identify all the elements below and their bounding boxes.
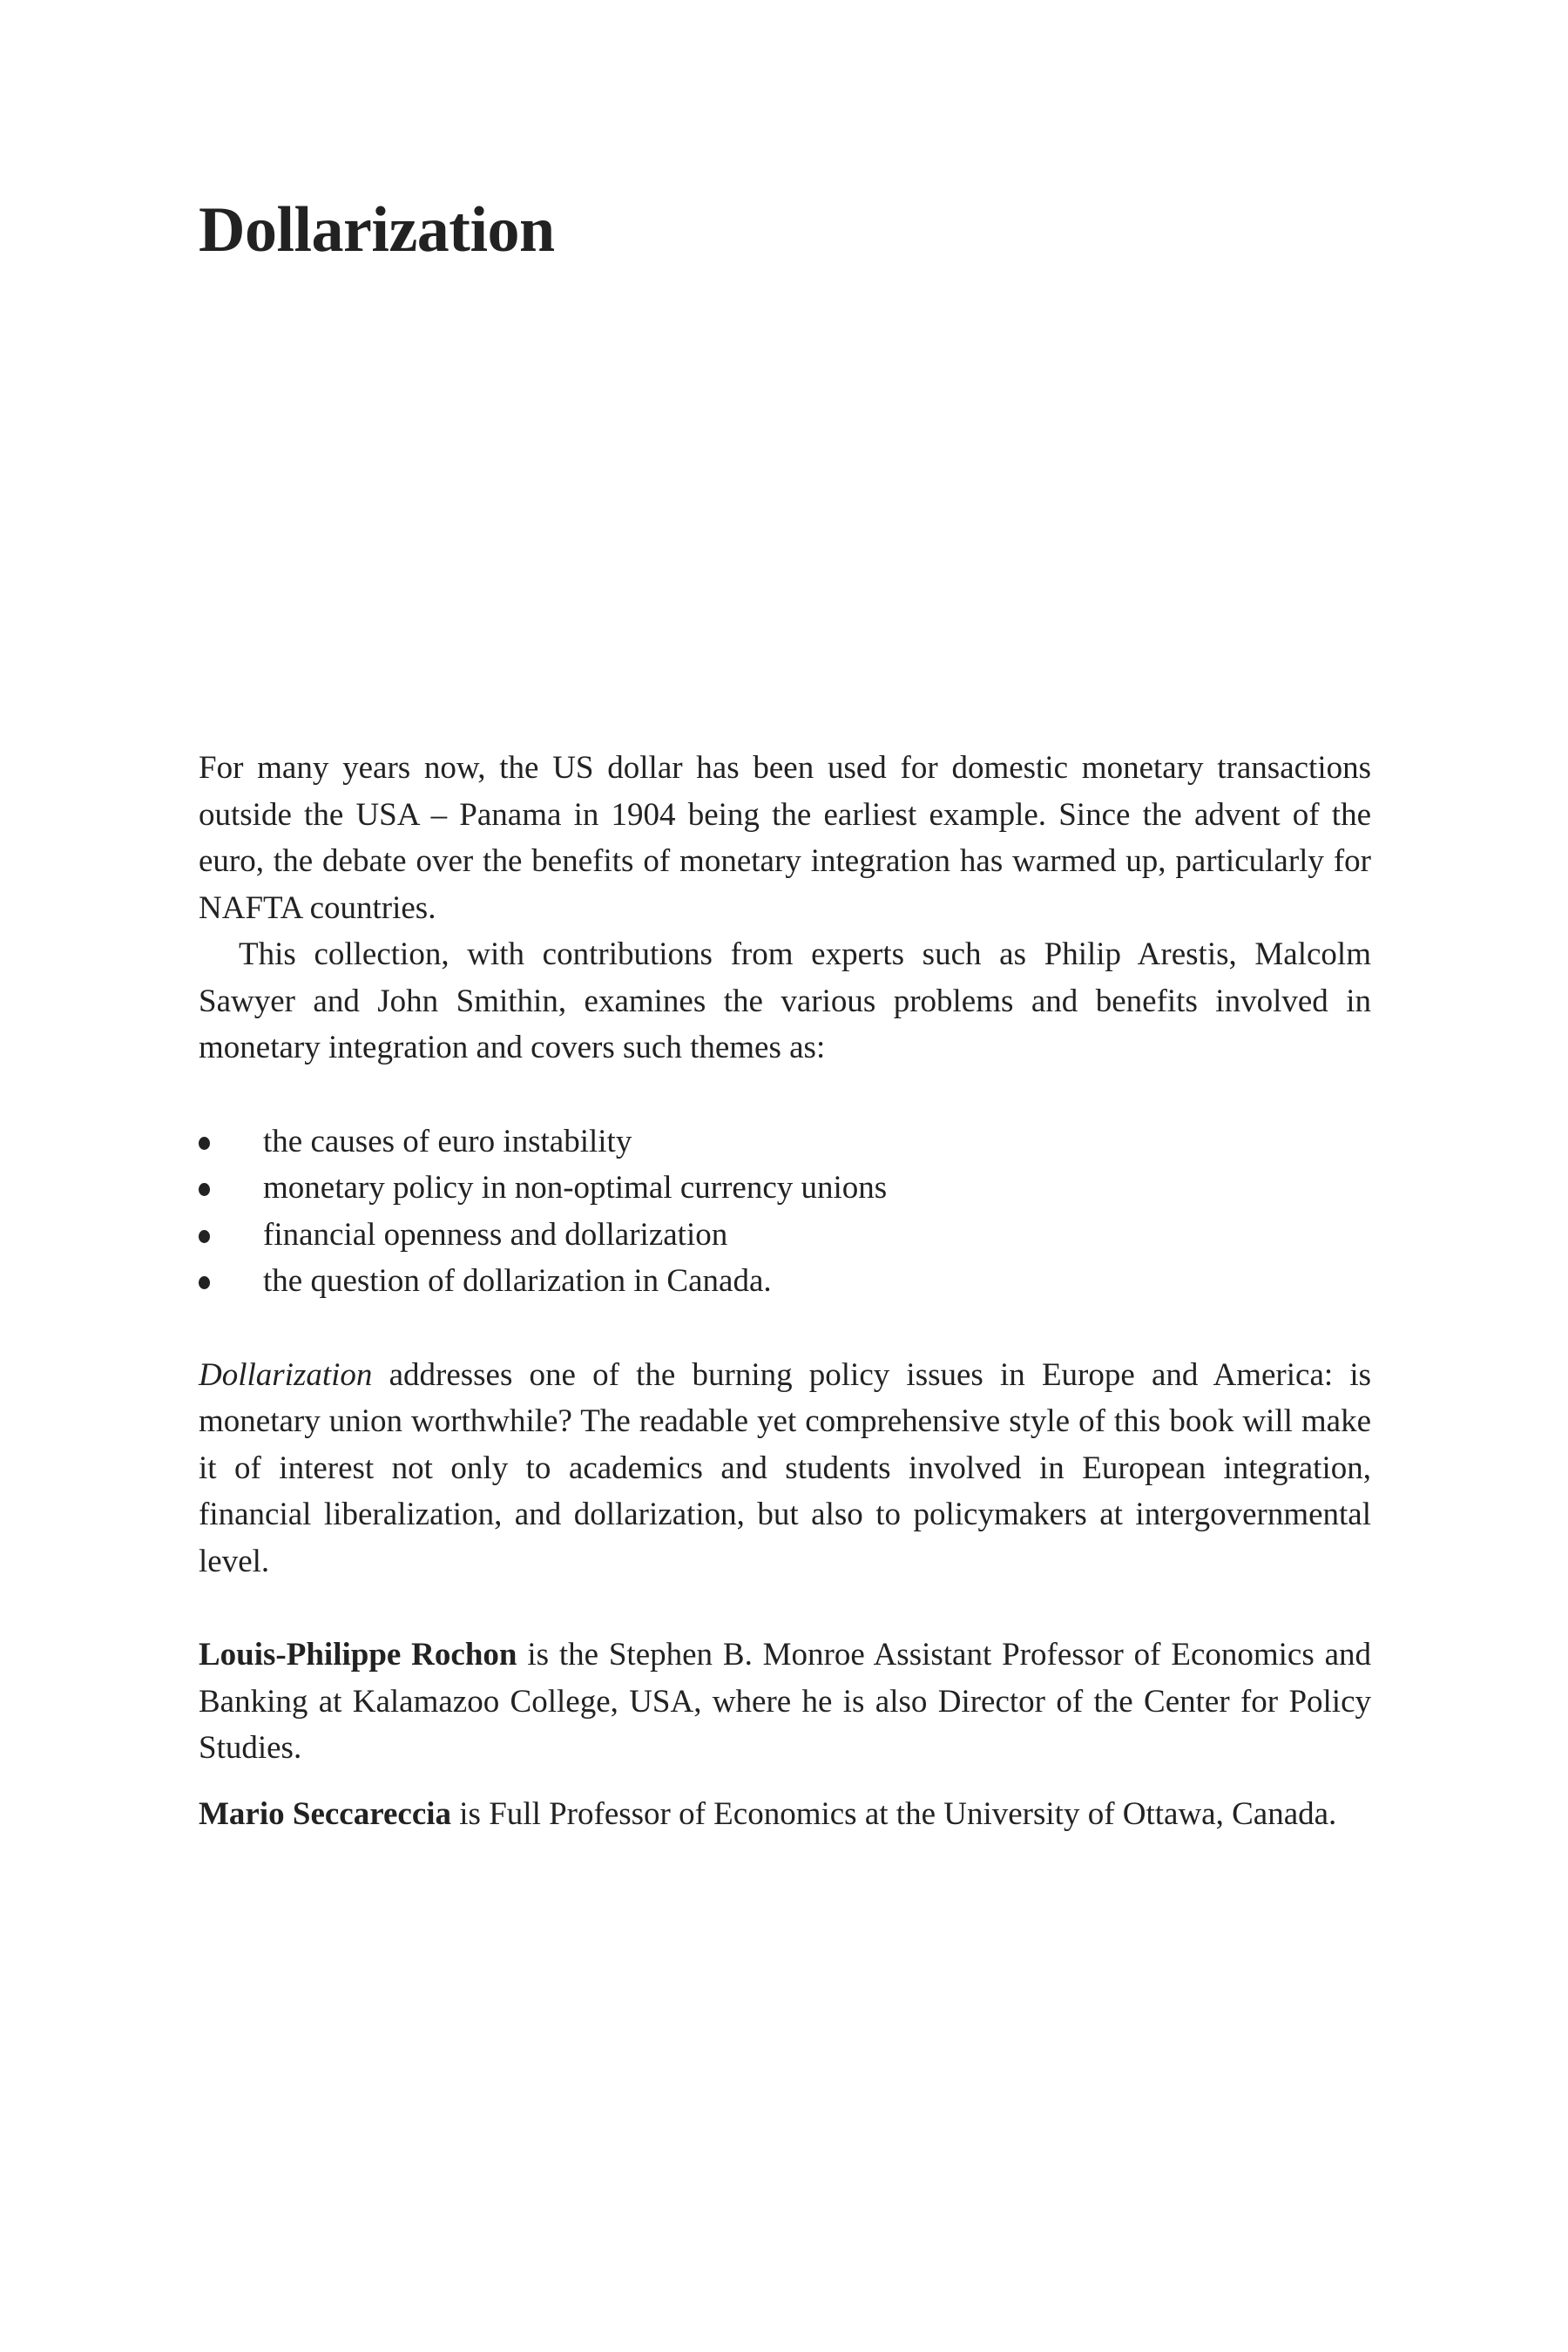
book-title-italic: Dollarization bbox=[199, 1356, 373, 1393]
author-name: Louis-Philippe Rochon bbox=[199, 1637, 517, 1673]
bullet-icon bbox=[199, 1230, 210, 1243]
intro-paragraph-1: For many years now, the US dollar has been used for domestic monetary transactions outside the USA – Panama in 1904 being the earliest example. Since the advent of the euro, the debate over the benefits of monetary integration has warmed up, particularly for NAFTA countries. bbox=[199, 750, 1371, 926]
blurb-body bbox=[199, 745, 1371, 1837]
themes-list bbox=[199, 1119, 1371, 1305]
bullet-icon bbox=[199, 1276, 210, 1289]
list-item: the question of dollarization in Canada. bbox=[199, 1258, 1371, 1305]
summary-paragraph: Dollarization addresses one of the burning policy issues in Europe and America: is monetary union worthwhile? The readable yet comprehensive style of this book will make it of interest not only to academics and students involved in European integration, financial liberalization, and dollarization, but also to policymakers at intergovernmental level. bbox=[199, 1356, 1371, 1579]
bullet-icon bbox=[199, 1137, 210, 1150]
list-item: financial openness and dollarization bbox=[199, 1212, 1371, 1259]
bullet-icon bbox=[199, 1183, 210, 1196]
author-bio-2: Mario Seccareccia is Full Professor of Economics at the University of Ottawa, Canada. bbox=[199, 1795, 1337, 1832]
author-bio-1: Louis-Philippe Rochon is the Stephen B. Monroe Assistant Professor of Economics and Banking at Kalamazoo College, USA, where he is also Director of the Center for Policy Studies. bbox=[199, 1637, 1371, 1766]
page-title: Dollarization bbox=[199, 194, 555, 266]
list-item: monetary policy in non-optimal currency unions bbox=[199, 1165, 1371, 1212]
intro-paragraph-2: This collection, with contributions from experts such as Philip Arestis, Malcolm Sawyer and John Smithin, examines the various problems and benefits involved in monetary integration and covers such themes as: bbox=[199, 936, 1371, 1065]
list-item: the causes of euro instability bbox=[199, 1119, 1371, 1166]
author-name: Mario Seccareccia bbox=[199, 1795, 452, 1832]
